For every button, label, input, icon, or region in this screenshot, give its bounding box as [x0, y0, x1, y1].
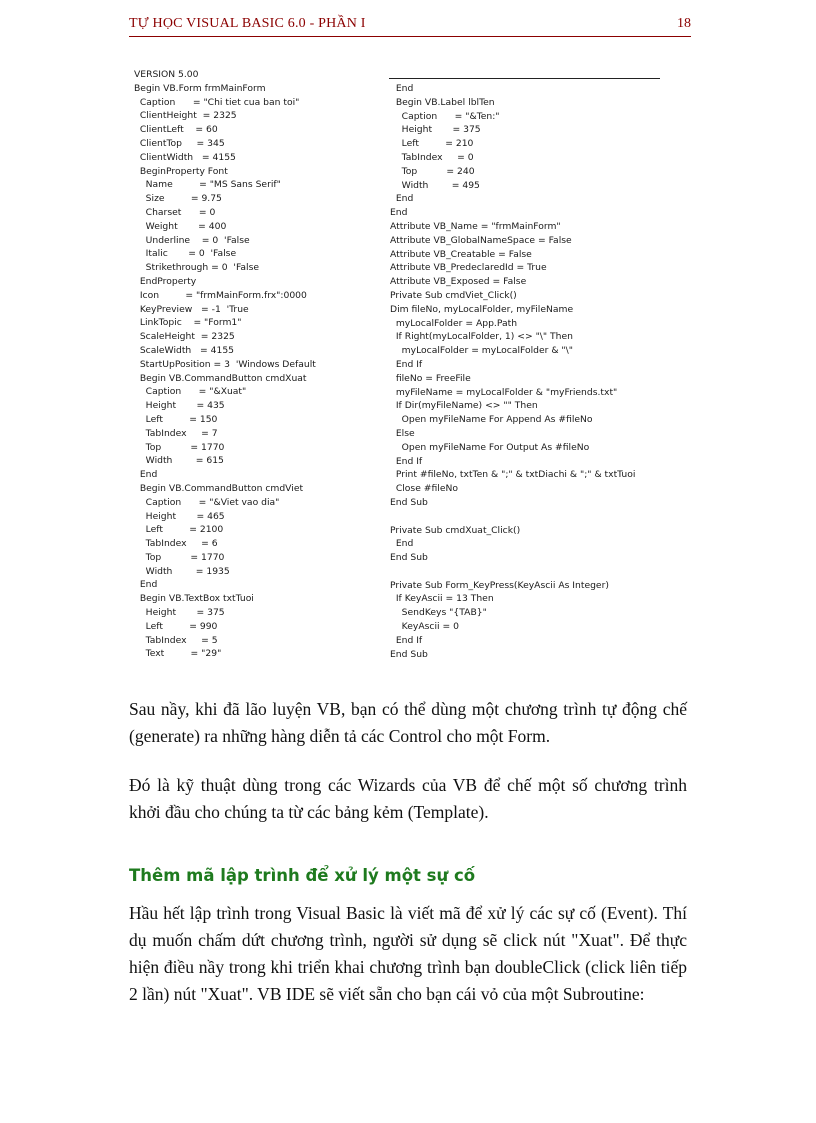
code-listing-right: End Begin VB.Label lblTen Caption = "&Ten:" Height = 375 Left = 210 TabIndex = 0 Top = 240 Width = 495 End End Attribute VB_Name = "frmMainForm" Attribute VB_GlobalNameSpace = False Attribute VB_Creatable = False Attribute VB_PredeclaredId = True Attribute VB_Exposed = False Private Sub cmdViet_Click() Dim fileNo, myLocalFolder, myFileName myLocalFolder = App.Path If Right(myLocalFolder, 1) <> "\" Then myLocalFolder = myLocalFolder & "\" End If fileNo = FreeFile myFileName = myLocalFolder & "myFriends.txt" If Dir(myFileName) <> "" Then Open myFileName For Append As #fileNo Else Open myFileName For Output As #fileNo End If Print #fileNo, txtTen & ";" & txtDiachi & ";" & txtTuoi Close #fileNo End Sub Private Sub cmdXuat_Click() End End Sub Private Sub Form_KeyPress(KeyAscii As Integer) If KeyAscii = 13 Then SendKeys "{TAB}" KeyAscii = 0 End If End Sub [390, 83, 636, 660]
paragraph-events: Hầu hết lập trình trong Visual Basic là viết mã để xử lý các sự cố (Event). Thí dụ muốn chấm dứt chương trình, người sử dụng sẽ click nút "Xuat". Để thực hiện điều nầy trong khi triển khai chương trình bạn doubleClick (click liên tiếp 2 lần) nút "Xuat". VB IDE sẽ viết sẵn cho bạn cái vỏ của một Subroutine: [129, 903, 687, 1004]
page-header [129, 14, 691, 37]
code-divider [389, 78, 660, 79]
paragraph-generate: Sau nầy, khi đã lão luyện VB, bạn có thể dùng một chương trình tự động chế (generate) ra những hàng diễn tả các Control cho một Form. [129, 699, 687, 746]
section-heading: Thêm mã lập trình để xử lý một sự cố [129, 866, 476, 885]
paragraph-wizards: Đó là kỹ thuật dùng trong các Wizards của VB để chế một số chương trình khởi đầu cho chúng ta từ các bảng kẻm (Template). [129, 775, 687, 822]
book-title: TỰ HỌC VISUAL BASIC 6.0 - PHẦN I [129, 16, 366, 31]
page-number: 18 [677, 16, 691, 31]
code-listing-left: VERSION 5.00 Begin VB.Form frmMainForm Caption = "Chi tiet cua ban toi" ClientHeight = 2325 ClientLeft = 60 ClientTop = 345 ClientWidth = 4155 BeginProperty Font Name = "MS Sans Serif" Size = 9.75 Charset = 0 Weight = 400 Underline = 0 'False Italic = 0 'False Strikethrough = 0 'False EndProperty Icon = "frmMainForm.frx":0000 KeyPreview = -1 'True LinkTopic = "Form1" ScaleHeight = 2325 ScaleWidth = 4155 StartUpPosition = 3 'Windows Default Begin VB.CommandButton cmdXuat Caption = "&Xuat" Height = 435 Left = 150 TabIndex = 7 Top = 1770 Width = 615 End Begin VB.CommandButton cmdViet Caption = "&Viet vao dia" Height = 465 Left = 2100 TabIndex = 6 Top = 1770 Width = 1935 End Begin VB.TextBox txtTuoi Height = 375 Left = 990 TabIndex = 5 Text = "29" [134, 69, 316, 660]
